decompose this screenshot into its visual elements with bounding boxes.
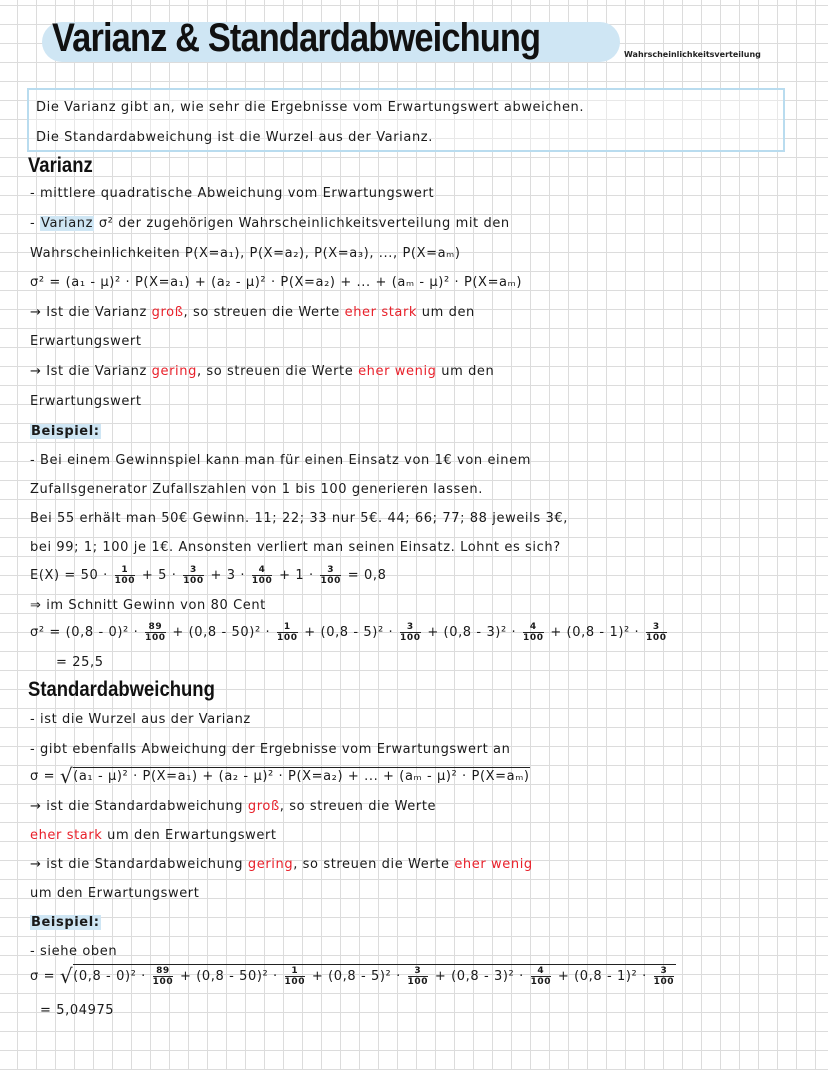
numerator: 3	[654, 966, 675, 977]
numerator: 89	[153, 966, 174, 977]
ev-part-b: + 5 ·	[141, 568, 177, 583]
std-ex-lhs: σ =	[30, 969, 56, 984]
numerator: 3	[400, 622, 421, 633]
varianz-line-3: Wahrscheinlichkeiten P(X=a₁), P(X=a₂), P(X=a₃), ..., P(X=aₘ)	[30, 246, 461, 261]
fraction-4-100-b	[523, 622, 544, 643]
large-note-c: , so streuen die Werte	[183, 305, 345, 320]
expected-value-formula	[30, 565, 386, 586]
varianz-formula: σ² = (a₁ - μ)² · P(X=a₁) + (a₂ - μ)² · P(X=a₂) + ... + (aₘ - μ)² · P(X=aₘ)	[30, 275, 522, 290]
numerator: 3	[320, 565, 341, 576]
example-line-4: bei 99; 1; 100 je 1€. Ansonsten verliert man seinen Einsatz. Lohnt es sich?	[30, 540, 561, 555]
page-title: Varianz & Standardabweichung	[52, 16, 541, 60]
std-small-a: → ist die Standardabweichung	[30, 857, 248, 872]
std-line-2: - gibt ebenfalls Abweichung der Ergebnisse vom Erwartungswert an	[30, 742, 511, 757]
numerator: 3	[183, 565, 204, 576]
std-small-note-cont: um den Erwartungswert	[30, 886, 200, 901]
large-note-e: um den	[417, 305, 475, 320]
large-note-a: → Ist die Varianz	[30, 305, 152, 320]
denominator: 100	[646, 633, 667, 643]
example-line-2: Zufallsgenerator Zufallszahlen von 1 bis 100 generieren lassen.	[30, 482, 484, 497]
fraction-4-100-c	[531, 966, 552, 987]
denominator: 100	[284, 977, 306, 987]
definition-line-2: Die Standardabweichung ist die Wurzel aus der Varianz.	[36, 130, 433, 145]
denominator: 100	[152, 977, 174, 987]
expected-value-result: ⇒ im Schnitt Gewinn von 80 Cent	[30, 598, 266, 613]
page-subtitle: Wahrscheinlichkeitsverteilung	[624, 50, 761, 59]
ev-part-e: = 0,8	[347, 568, 387, 583]
keyword-eher-stark: eher stark	[344, 305, 418, 320]
var-part-d: + (0,8 - 3)² ·	[427, 625, 517, 640]
varianz-large-note-cont: Erwartungswert	[30, 334, 142, 349]
fraction-4-100	[252, 565, 273, 586]
denominator: 100	[523, 633, 544, 643]
std-formula-lhs: σ =	[30, 769, 56, 784]
numerator: 3	[646, 622, 667, 633]
std-large-note-cont	[30, 828, 277, 843]
definition-line-1: Die Varianz gibt an, wie sehr die Ergebnisse vom Erwartungswert abweichen.	[36, 100, 585, 115]
varianz-line-1: - mittlere quadratische Abweichung vom Erwartungswert	[30, 186, 435, 201]
std-keyword-gering: gering	[247, 857, 294, 872]
std-large-e: um den Erwartungswert	[102, 828, 277, 843]
std-keyword-gross: groß	[247, 799, 280, 814]
variance-example-formula	[30, 622, 669, 643]
variance-example-result: = 25,5	[56, 655, 104, 670]
fraction-3-100-c	[400, 622, 421, 643]
varianz-small-note	[30, 364, 494, 379]
ev-part-a: E(X) = 50 ·	[30, 568, 108, 583]
fraction-3-100	[183, 565, 204, 586]
keyword-eher-wenig: eher wenig	[358, 364, 437, 379]
std-ex-c: + (0,8 - 5)² ·	[311, 969, 401, 984]
small-note-e: um den	[436, 364, 495, 379]
var-part-a: σ² = (0,8 - 0)² ·	[30, 625, 139, 640]
sigma-squared: σ²	[98, 216, 114, 231]
beispiel-highlight: Beispiel:	[31, 424, 100, 439]
fraction-1-100	[115, 565, 136, 586]
denominator: 100	[276, 633, 298, 643]
std-keyword-eher-stark: eher stark	[30, 828, 103, 843]
fraction-1-100-c	[285, 966, 306, 987]
denominator: 100	[320, 576, 342, 586]
varianz-small-note-cont: Erwartungswert	[30, 394, 142, 409]
std-heading: Standardabweichung	[28, 678, 215, 701]
std-example-line-1: - siehe oben	[30, 944, 118, 959]
std-keyword-eher-wenig: eher wenig	[454, 857, 533, 872]
ev-part-d: + 1 ·	[279, 568, 314, 583]
keyword-gering: gering	[151, 364, 197, 379]
std-large-note	[30, 799, 436, 814]
fraction-89-100-b	[153, 966, 174, 987]
denominator: 100	[653, 977, 675, 987]
varianz-line-2-rest: der zugehörigen Wahrscheinlichkeitsverteilung mit den	[113, 216, 510, 231]
fraction-89-100	[145, 622, 166, 643]
denominator: 100	[114, 576, 136, 586]
std-ex-a: (0,8 - 0)² ·	[73, 969, 146, 984]
numerator: 1	[285, 966, 306, 977]
fraction-3-100-d	[646, 622, 667, 643]
numerator: 1	[115, 565, 136, 576]
numerator: 4	[531, 966, 552, 977]
std-ex-d: + (0,8 - 3)² ·	[434, 969, 524, 984]
std-beispiel-label	[30, 915, 101, 930]
std-formula	[30, 764, 530, 788]
varianz-highlight: Varianz	[41, 216, 94, 231]
var-part-c: + (0,8 - 5)² ·	[304, 625, 394, 640]
std-formula-radicand: (a₁ - μ)² · P(X=a₁) + (a₂ - μ)² · P(X=a₂) + ... + (aₘ - μ)² · P(X=aₘ)	[73, 769, 530, 784]
root-symbol: √	[59, 764, 74, 788]
fraction-3-100-e	[408, 966, 429, 987]
std-large-c: , so streuen die Werte	[279, 799, 437, 814]
varianz-large-note	[30, 305, 475, 320]
small-note-a: → Ist die Varianz	[30, 364, 152, 379]
numerator: 3	[408, 966, 429, 977]
std-example-radicand	[73, 964, 676, 987]
std-small-note	[30, 857, 533, 872]
varianz-line-2: - Varianz σ² der zugehörigen Wahrscheinlichkeitsverteilung mit den	[30, 216, 510, 231]
var-part-e: + (0,8 - 1)² ·	[550, 625, 640, 640]
numerator: 1	[277, 622, 298, 633]
ev-part-c: + 3 ·	[210, 568, 246, 583]
numerator: 4	[252, 565, 273, 576]
varianz-heading: Varianz	[28, 154, 93, 177]
std-line-1: - ist die Wurzel aus der Varianz	[30, 712, 251, 727]
small-note-c: , so streuen die Werte	[196, 364, 359, 379]
denominator: 100	[145, 633, 166, 643]
numerator: 89	[145, 622, 166, 633]
denominator: 100	[530, 977, 552, 987]
keyword-gross: groß	[151, 305, 184, 320]
root-symbol-2: √	[59, 964, 74, 988]
example-line-3: Bei 55 erhält man 50€ Gewinn. 11; 22; 33 nur 5€. 44; 66; 77; 88 jeweils 3€,	[30, 511, 568, 526]
fraction-1-100-b	[277, 622, 298, 643]
std-large-a: → ist die Standardabweichung	[30, 799, 248, 814]
std-ex-e: + (0,8 - 1)² ·	[557, 969, 647, 984]
fraction-3-100-b	[320, 565, 341, 586]
example-line-1: - Bei einem Gewinnspiel kann man für einen Einsatz von 1€ von einem	[30, 453, 531, 468]
std-beispiel-highlight: Beispiel:	[31, 915, 100, 930]
denominator: 100	[407, 977, 429, 987]
denominator: 100	[251, 576, 273, 586]
fraction-3-100-f	[654, 966, 675, 987]
numerator: 4	[523, 622, 544, 633]
var-part-b: + (0,8 - 50)² ·	[172, 625, 271, 640]
std-example-formula	[30, 964, 676, 988]
std-ex-b: + (0,8 - 50)² ·	[179, 969, 278, 984]
std-example-result: = 5,04975	[40, 1003, 115, 1018]
std-small-c: , so streuen die Werte	[293, 857, 455, 872]
varianz-beispiel-label	[30, 424, 101, 439]
denominator: 100	[183, 576, 204, 586]
denominator: 100	[399, 633, 421, 643]
